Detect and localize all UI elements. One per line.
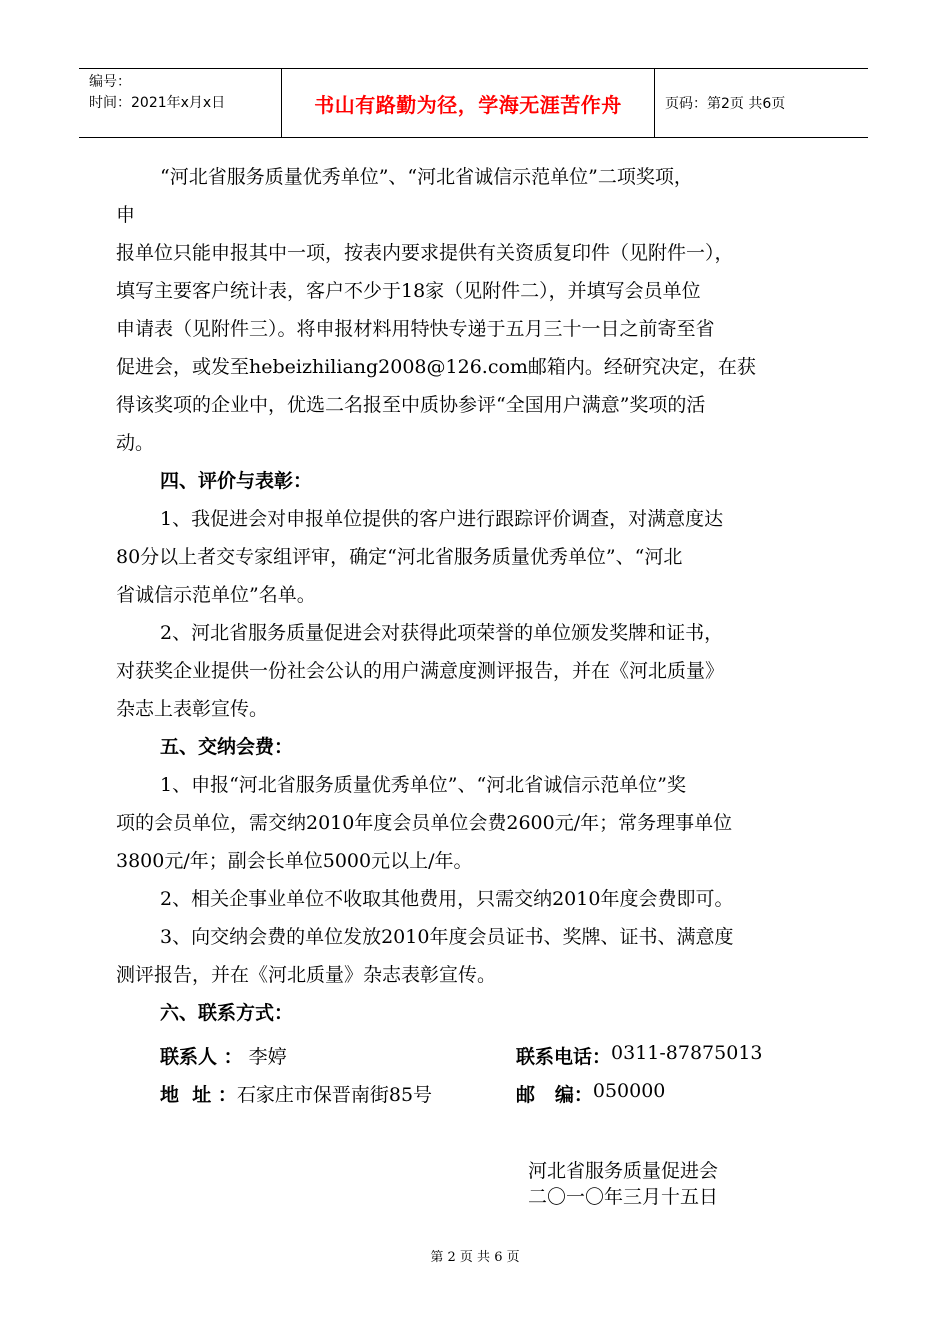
signature-block (528, 1158, 718, 1210)
section-heading: 四、评价与表彰： (160, 470, 313, 492)
document-body (116, 158, 846, 1032)
contact-phone-value: 0311-87875013 (611, 1042, 763, 1064)
paragraph-line: “河北省服务质量优秀单位”、“河北省诚信示范单位”二项奖项， (160, 166, 693, 188)
contact-address-value: 石家庄市保晋南街85号 (236, 1084, 433, 1106)
paragraph-line: 测评报告，并在《河北质量》杂志表彰宣传。 (116, 964, 497, 986)
contact-person-value: 李婷 (242, 1046, 287, 1068)
paragraph-line: 1、申报“河北省服务质量优秀单位”、“河北省诚信示范单位”奖 (160, 774, 686, 796)
paragraph-line: 报单位只能申报其中一项，按表内要求提供有关资质复印件（见附件一）， (116, 242, 734, 264)
paragraph-line: 1、我促进会对申报单位提供的客户进行跟踪评价调查，对满意度达 (160, 508, 724, 530)
paragraph-line: 省诚信示范单位”名单。 (116, 584, 316, 606)
contact-person-label: 联系人 ： (160, 1046, 243, 1068)
paragraph-line: 填写主要客户统计表，客户不少于18家（见附件二），并填写会员单位 (116, 280, 701, 302)
paragraph-line: 杂志上表彰宣传。 (116, 698, 269, 720)
paragraph-line: 2、相关企事业单位不收取其他费用，只需交纳2010年度会费即可。 (160, 888, 734, 910)
header-meta (79, 69, 282, 137)
paragraph-line: 得该奖项的企业中，优选二名报至中质协参评“全国用户满意”奖项的活 (116, 394, 706, 416)
section-heading: 六、联系方式： (160, 1002, 294, 1024)
page-footer: 第 2 页 共 6 页 (430, 1250, 520, 1265)
contact-phone-label: 联系电话： (516, 1046, 612, 1068)
contact-zip-value: 050000 (592, 1080, 666, 1102)
contact-row-1 (160, 1042, 763, 1069)
contact-address-label: 地 址 ： (160, 1084, 237, 1106)
header-motto: 书山有路勤为径，学海无涯苦作舟 (282, 69, 655, 137)
paragraph-line: 申请表（见附件三）。将申报材料用特快专递于五月三十一日之前寄至省 (116, 318, 715, 340)
paragraph-line: 动。 (116, 432, 155, 454)
header-page-info: 页码：第2页 共6页 (665, 96, 786, 112)
page-header (79, 68, 868, 138)
paragraph-line: 项的会员单位，需交纳2010年度会员单位会费2600元/年；常务理事单位 (116, 812, 733, 834)
paragraph-line: 80分以上者交专家组评审，确定“河北省服务质量优秀单位”、“河北 (116, 546, 683, 568)
contact-zip-label: 邮 编： (516, 1084, 593, 1106)
section-heading: 五、交纳会费： (160, 736, 294, 758)
time-label: 时间：2021年x月x日 (89, 95, 226, 111)
paragraph-line: 3、向交纳会费的单位发放2010年度会员证书、奖牌、证书、满意度 (160, 926, 734, 948)
signature-date: 二〇一〇年三月十五日 (528, 1186, 719, 1208)
paragraph-line: 3800元/年；副会长单位5000元以上/年。 (116, 850, 473, 872)
paragraph-line: 申 (116, 204, 136, 226)
paragraph-line: 促进会，或发至hebeizhiliang2008@126.com邮箱内。经研究决定，在获 (116, 356, 756, 378)
number-label: 编号： (89, 74, 131, 90)
contact-row-2 (160, 1080, 665, 1107)
signature-org: 河北省服务质量促进会 (528, 1160, 719, 1182)
paragraph-line: 对获奖企业提供一份社会公认的用户满意度测评报告，并在《河北质量》 (116, 660, 725, 682)
paragraph-line: 2、河北省服务质量促进会对获得此项荣誉的单位颁发奖牌和证书， (160, 622, 724, 644)
